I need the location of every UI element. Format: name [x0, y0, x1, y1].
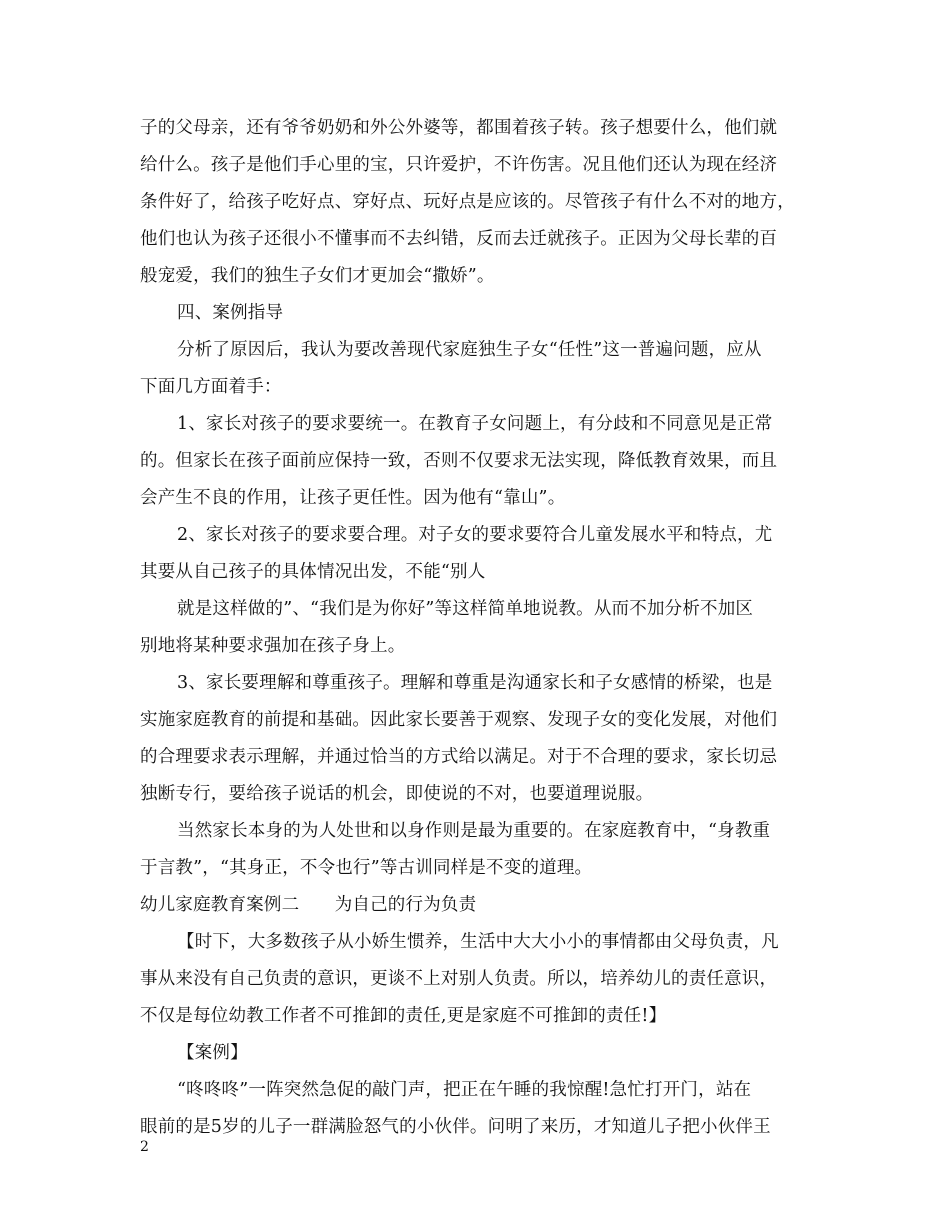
text-line: 【时下，大多数孩子从小娇生惯养，生活中大大小小的事情都由父母负责，凡 — [177, 932, 779, 952]
text-line: 的合理要求表示理解，并通过恰当的方式给以满足。对于不合理的要求，家长切忌 — [140, 747, 778, 767]
text-line: 事从来没有自己负责的意识，更谈不上对别人负责。所以，培养幼儿的责任意识， — [140, 969, 778, 989]
text-line: 条件好了，给孩子吃好点、穿好点、玩好点是应该的。尽管孩子有什么不对的地方， — [140, 192, 795, 212]
text-line: 子的父母亲，还有爷爷奶奶和外公外婆等，都围着孩子转。孩子想要什么，他们就 — [140, 118, 778, 138]
section-heading: 四、案例指导 — [177, 303, 284, 323]
text-line: 会产生不良的作用，让孩子更任性。因为他有“靠山”。 — [140, 488, 566, 508]
text-line: 于言教”，“其身正，不令也行”等古训同样是不变的道理。 — [140, 858, 593, 878]
text-line: “咚咚咚”一阵突然急促的敲门声，把正在午睡的我惊醒!急忙打开门，站在 — [177, 1080, 752, 1100]
text-line: 2、家长对孩子的要求要合理。对子女的要求要符合儿童发展水平和特点，尤 — [177, 525, 773, 545]
text-line: 不仅是每位幼教工作者不可推卸的责任,更是家庭不可推卸的责任!】 — [140, 1006, 667, 1026]
text-line: 别地将某种要求强加在孩子身上。 — [140, 636, 406, 656]
text-line: 就是这样做的”、“我们是为你好”等这样简单地说教。从而不加分析不加区 — [177, 599, 754, 619]
text-line: 独断专行，要给孩子说话的机会，即使说的不对，也要道理说服。 — [140, 784, 654, 804]
text-line: 般宠爱，我们的独生子女们才更加会“撒娇”。 — [140, 266, 495, 286]
text-line: 当然家长本身的为人处世和以身作则是最为重要的。在家庭教育中，“身教重 — [177, 821, 771, 841]
section-heading: 幼儿家庭教育案例二 为自己的行为负责 — [140, 895, 477, 915]
text-line: 他们也认为孩子还很小不懂事而不去纠错，反而去迁就孩子。正因为父母长辈的百 — [140, 229, 778, 249]
text-line: 实施家庭教育的前提和基础。因此家长要善于观察、发现子女的变化发展，对他们 — [140, 710, 778, 730]
text-line: 眼前的是5岁的儿子一群满脸怒气的小伙伴。问明了来历，才知道儿子把小伙伴王 — [140, 1117, 771, 1137]
text-line: 1、家长对孩子的要求要统一。在教育子女问题上，有分歧和不同意见是正常 — [177, 414, 773, 434]
page-number: 2 — [140, 1139, 149, 1155]
text-line: 下面几方面着手： — [140, 377, 282, 397]
section-label: 【案例】 — [177, 1043, 248, 1063]
text-line: 给什么。孩子是他们手心里的宝，只许爱护，不许伤害。况且他们还认为现在经济 — [140, 155, 778, 175]
text-line: 的。但家长在孩子面前应保持一致，否则不仅要求无法实现，降低教育效果，而且 — [140, 451, 778, 471]
text-line: 3、家长要理解和尊重孩子。理解和尊重是沟通家长和子女感情的桥梁，也是 — [177, 673, 773, 693]
text-line: 分析了原因后，我认为要改善现代家庭独生子女“任性”这一普遍问题，应从 — [177, 340, 762, 360]
text-line: 其要从自己孩子的具体情况出发，不能“别人 — [140, 562, 486, 582]
